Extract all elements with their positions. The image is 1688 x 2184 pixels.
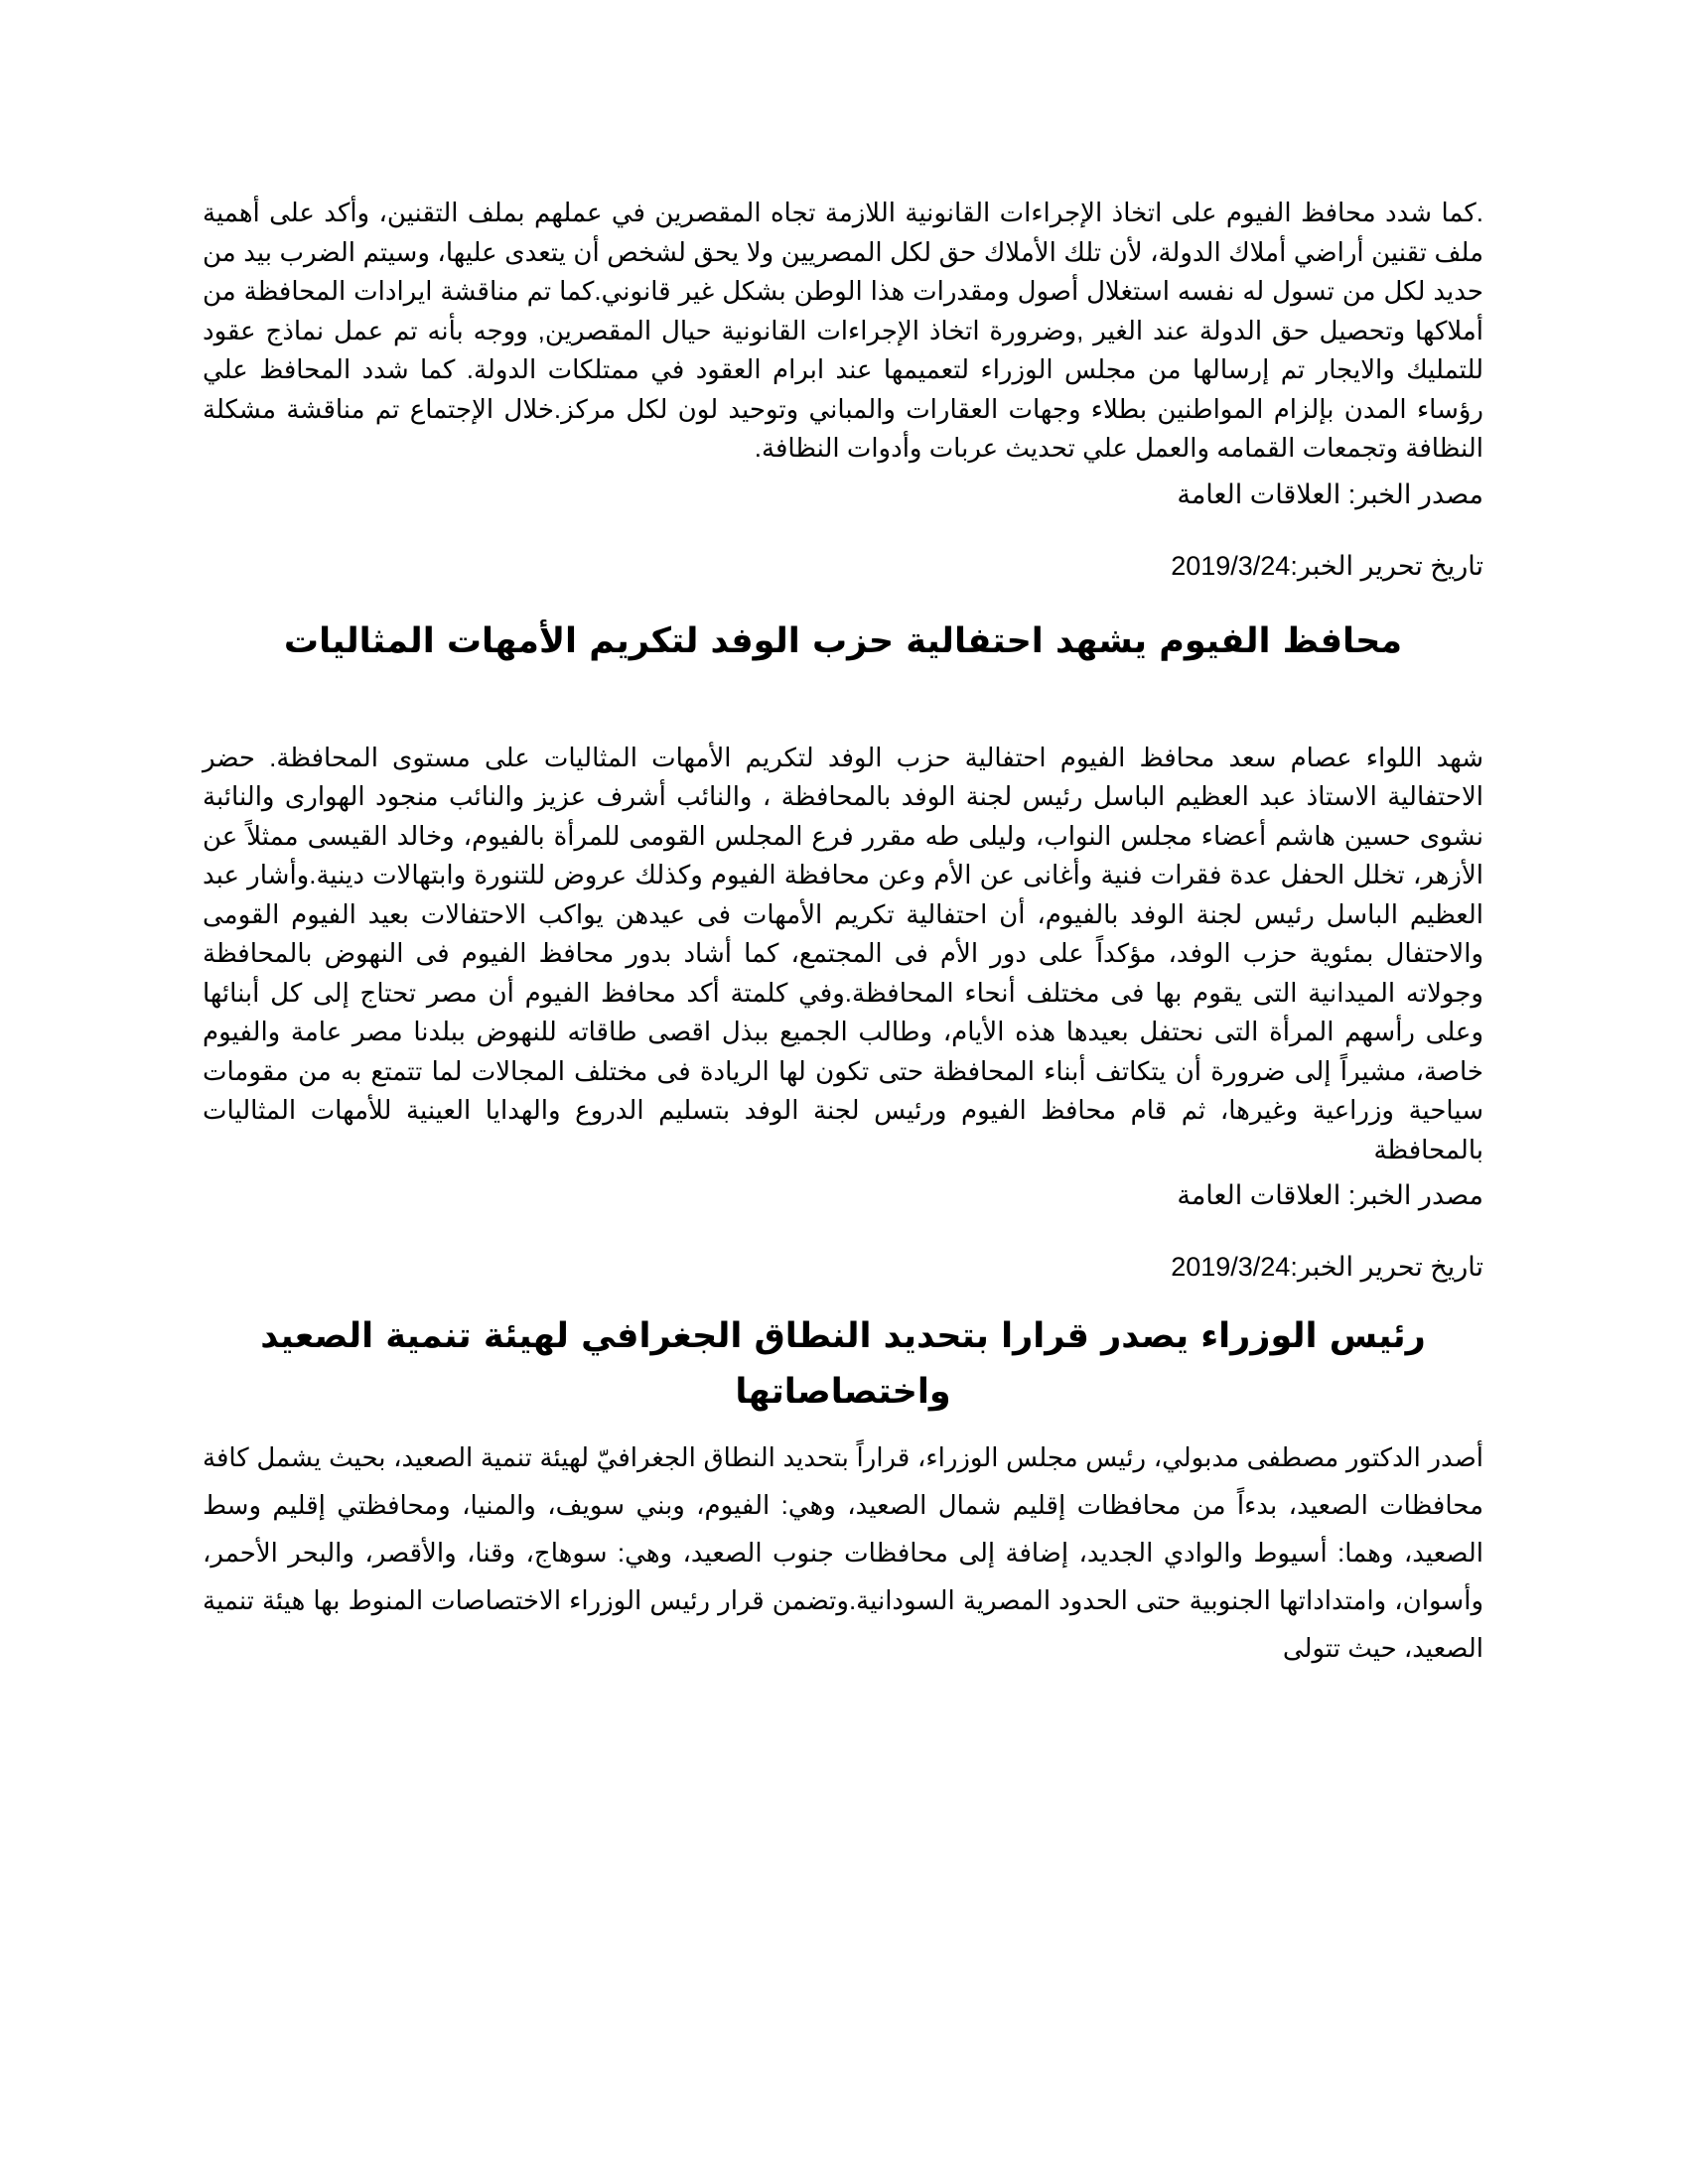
article-2-source: مصدر الخبر: العلاقات العامة bbox=[1177, 1180, 1483, 1210]
article-1-date: تاريخ تحرير الخبر:2019/3/24 bbox=[1171, 550, 1483, 581]
article-2-body: شهد اللواء عصام سعد محافظ الفيوم احتفالية حزب الوفد لتكريم الأمهات المثاليات على مستوى المحافظة. حضر الاحتفالية الاستاذ عبد العظيم الباسل رئيس لجنة الوفد بالمحافظة ، والنائب أشرف عزيز والنائب منجود الهوارى والنائبة نشوى حسين هاشم أعضاء مجلس النواب، وليلى طه مقرر فرع المجلس القومى للمرأة بالفيوم، وخالد القيسى ممثلاً عن الأزهر، تخلل الحفل عدة فقرات فنية وأغانى عن الأم وعن محافظة الفيوم وكذلك عروض للتنورة وابتهالات دينية.وأشار عبد العظيم الباسل رئيس لجنة الوفد بالفيوم، أن احتفالية تكريم الأمهات فى عيدهن يواكب الاحتفالات بعيد الفيوم القومى والاحتفال بمئوية حزب الوفد، مؤكداً على دور الأم فى المجتمع، كما أشاد بدور محافظ الفيوم فى النهوض بالمحافظة وجولاته الميدانية التى يقوم بها فى مختلف أنحاء المحافظة.وفي كلمتة أكد محافظ الفيوم أن مصر تحتاج إلى كل أبنائها وعلى رأسهم المرأة التى نحتفل بعيدها هذه الأيام، وطالب الجميع ببذل اقصى طاقاته للنهوض ببلدنا مصر عامة والفيوم خاصة، مشيراً إلى ضرورة أن يتكاتف أبناء المحافظة حتى تكون لها الريادة فى مختلف المجالات لما تتمتع به من مقومات سياحية وزراعية وغيرها، ثم قام محافظ الفيوم ورئيس لجنة الوفد بتسليم الدروع والهدايا العينية للأمهات المثاليات بالمحافظة bbox=[203, 742, 1483, 1164]
article-3-title: رئيس الوزراء يصدر قرارا بتحديد النطاق الجغرافي لهيئة تنمية الصعيد واختصاصاتها bbox=[260, 1316, 1426, 1412]
article-3-body: أصدر الدكتور مصطفى مدبولي، رئيس مجلس الوزراء، قراراً بتحديد النطاق الجغرافيّ لهيئة تنمية الصعيد، بحيث يشمل كافة محافظات الصعيد، بدءاً من محافظات إقليم شمال الصعيد، وهي: الفيوم، وبني سويف، والمنيا، ومحافظتي إقليم وسط الصعيد، وهما: أسيوط والوادي الجديد، إضافة إلى محافظات جنوب الصعيد، وهي: سوهاج، وقنا، والأقصر، والبحر الأحمر، وأسوان، وامتداداتها الجنوبية حتى الحدود المصرية السودانية.وتضمن قرار رئيس الوزراء الاختصاصات المنوط بها هيئة تنمية الصعيد، حيث تتولى bbox=[203, 1442, 1483, 1663]
article-1-source: مصدر الخبر: العلاقات العامة bbox=[1177, 478, 1483, 509]
document-page bbox=[203, 194, 1483, 1672]
article-1-body: .كما شدد محافظ الفيوم على اتخاذ الإجراءات القانونية اللازمة تجاه المقصرين في عملهم بملف التقنين، وأكد على أهمية ملف تقنين أراضي أملاك الدولة، لأن تلك الأملاك حق لكل المصريين ولا يحق لشخص أن يتعدى عليها، وسيتم الضرب بيد من حديد لكل من تسول له نفسه استغلال أصول ومقدرات هذا الوطن بشكل غير قانوني.كما تم مناقشة ايرادات المحافظة من أملاكها وتحصيل حق الدولة عند الغير ,وضرورة اتخاذ الإجراءات القانونية حيال المقصرين, ووجه بأنه تم عمل نماذج عقود للتمليك والايجار تم إرسالها من مجلس الوزراء لتعميمها عند ابرام العقود في ممتلكات الدولة. كما شدد المحافظ علي رؤساء المدن بإلزام المواطنين بطلاء وجهات العقارات والمباني وتوحيد لون لكل مركز.خلال الإجتماع تم مناقشة مشكلة النظافة وتجمعات القمامه والعمل علي تحديث عربات وأدوات النظافة. bbox=[203, 198, 1483, 463]
article-2-date: تاريخ تحرير الخبر:2019/3/24 bbox=[1171, 1252, 1483, 1282]
article-2-title: محافظ الفيوم يشهد احتفالية حزب الوفد لتكريم الأمهات المثاليات bbox=[283, 620, 1403, 661]
